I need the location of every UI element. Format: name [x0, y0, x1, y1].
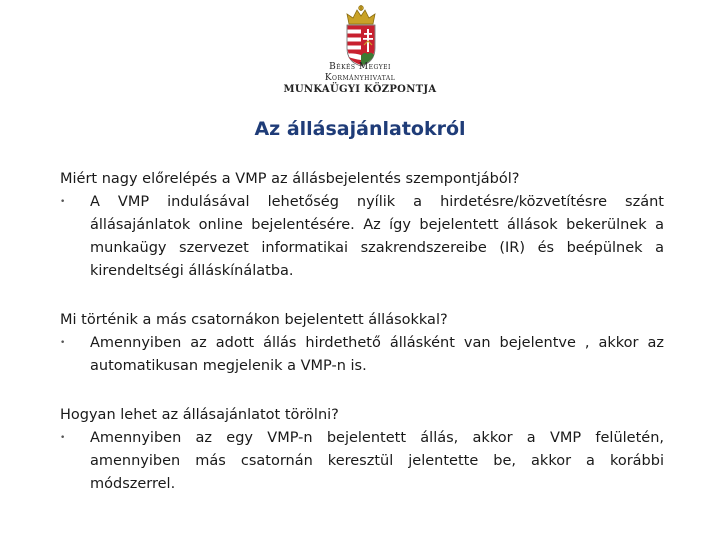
faq-answer-bullet: [60, 191, 664, 283]
faq-item: [60, 309, 664, 378]
bullet-icon: •: [60, 433, 66, 443]
office-line-2: Kormányhivatal: [324, 73, 396, 83]
faq-answer: A VMP indulásával lehetőség nyílik a hirdetésre/közvetítésre szánt állásajánlatok online bejelentésére. Az így bejelentett állások bekerülnek a munkaügy szervezet informatikai szakrendszereibe (IR) és beépülnek a kirendeltségi álláskínálatba.: [90, 194, 664, 279]
page-title: Az állásajánlatokról: [254, 118, 466, 140]
faq-item: [60, 168, 664, 283]
office-name: [250, 62, 470, 96]
faq-answer: Amennyiben az adott állás hirdethető állásként van bejelentve , akkor az automatikusan megjelenik a VMP-n is.: [90, 335, 664, 374]
faq-answer-bullet: [60, 427, 664, 496]
faq-question: Miért nagy előrelépés a VMP az állásbejelentés szempontjából?: [60, 171, 520, 187]
bullet-icon: •: [60, 197, 66, 207]
hungarian-coat-of-arms-icon: [340, 4, 382, 68]
faq-content: [60, 168, 664, 522]
faq-question: Hogyan lehet az állásajánlatot törölni?: [60, 407, 339, 423]
faq-answer-bullet: [60, 332, 664, 378]
office-line-3: MUNKAÜGYI KÖZPONTJA: [283, 84, 437, 95]
faq-answer: Amennyiben az egy VMP-n bejelentett állás, akkor a VMP felületén, amennyiben más csatornán keresztül jelentette be, akkor a korábbi módszerrel.: [90, 430, 664, 492]
bullet-icon: •: [60, 338, 66, 348]
faq-item: [60, 404, 664, 496]
office-line-1: Békés Megyei: [329, 62, 391, 72]
faq-question: Mi történik a más csatornákon bejelentett állásokkal?: [60, 312, 448, 328]
